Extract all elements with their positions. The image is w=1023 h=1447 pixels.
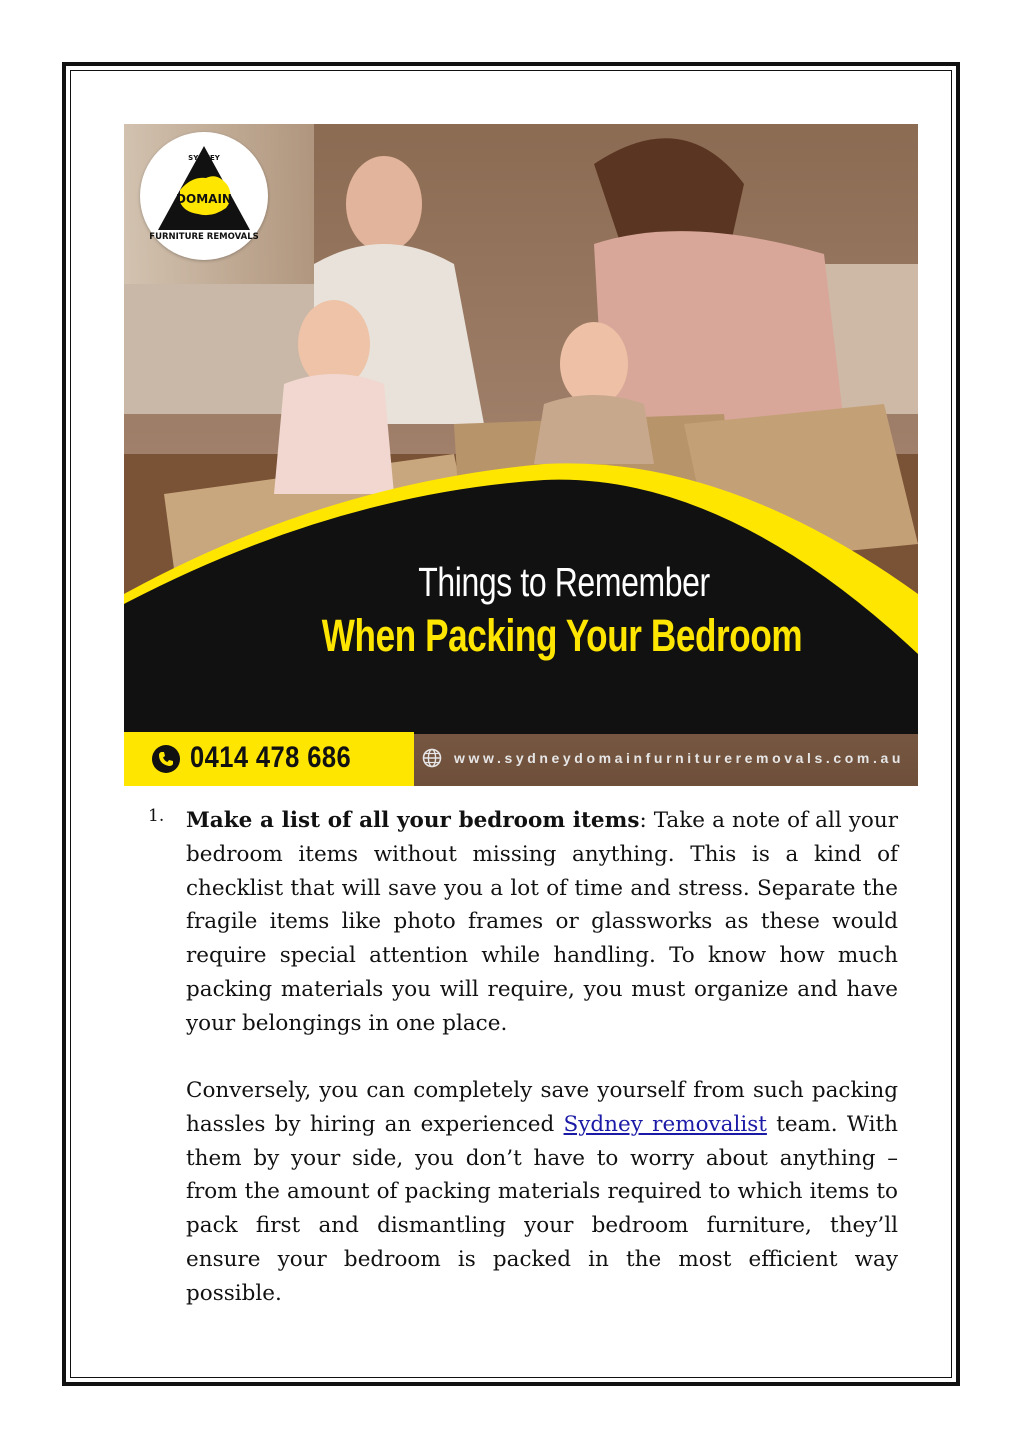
list-item-heading: Make a list of all your bedroom items	[186, 808, 640, 833]
phone-area	[124, 732, 414, 786]
website-url: www.sydneydomainfurnitureremovals.com.au	[454, 750, 905, 766]
banner-headline-line2: When Packing Your Bedroom	[321, 610, 803, 661]
heading-separator: :	[639, 808, 647, 833]
logo-text-sydney: SYDNEY	[188, 154, 220, 162]
list-item-number: 1.	[148, 806, 165, 826]
contact-bar	[124, 732, 918, 786]
company-logo	[140, 132, 268, 260]
paragraph-1-body: Take a note of all your bedroom items without missing anything. This is a kind of checklist that will save you a lot of time and stress. Separate the fragile items like photo frames or glassworks as these would require special attention while handling. To know how much packing materials you will require, you must organize and have your belongings in one place.	[186, 808, 898, 1036]
globe-icon	[422, 748, 442, 768]
paragraph-2-after-link: team. With them by your side, you don’t have to worry about anything – from the amount of packing materials required to which items to pack first and dismantling your bedroom furniture, they’ll ensure your bedroom is packed in the most efficient way possible.	[186, 1111, 899, 1306]
logo-text-domain: DOMAIN	[176, 192, 232, 206]
logo-text-furniture-removals: FURNITURE REMOVALS	[149, 232, 259, 242]
phone-number: 0414 478 686	[190, 741, 352, 774]
paragraph-2-before-link: Conversely, you can completely save yourself from such packing hassles by hiring an experienced	[186, 1078, 898, 1137]
banner-image	[124, 124, 918, 786]
phone-icon	[152, 745, 180, 773]
sydney-removalist-link[interactable]: Sydney removalist	[563, 1111, 767, 1137]
banner-headline-line1: Things to Remember	[418, 559, 710, 605]
list-item-paragraph-1	[186, 804, 898, 1041]
list-item-paragraph-2	[186, 1074, 898, 1311]
